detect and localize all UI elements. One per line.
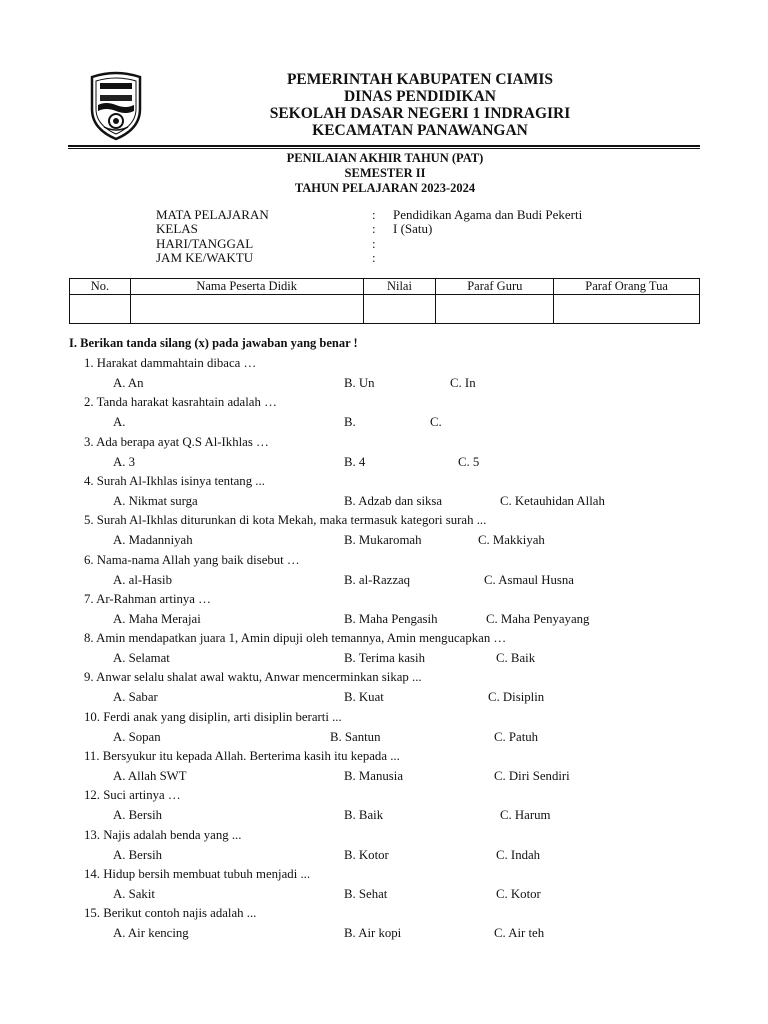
answer-option-a[interactable]: A. Maha Merajai xyxy=(113,611,201,626)
table-cell-teacher-sign[interactable] xyxy=(436,295,554,324)
answer-option-b[interactable]: B. Mukaromah xyxy=(344,533,422,548)
header-department: DINAS PENDIDIKAN xyxy=(343,88,496,105)
answer-option-a[interactable]: A. Nikmat surga xyxy=(113,493,198,508)
exam-year: TAHUN PELAJARAN 2023-2024 xyxy=(294,181,476,195)
question-text: 9. Anwar selalu shalat awal waktu, Anwar mencerminkan sikap ... xyxy=(84,670,422,685)
answer-option-c[interactable]: C. Maha Penyayang xyxy=(486,611,590,626)
exam-title: PENILAIAN AKHIR TAHUN (PAT) xyxy=(286,151,484,165)
header-divider-thin xyxy=(68,148,700,149)
header-government: PEMERINTAH KABUPATEN CIAMIS xyxy=(286,71,554,88)
question-text: 1. Harakat dammahtain dibaca … xyxy=(84,356,257,370)
header-district: KECAMATAN PANAWANGAN xyxy=(312,122,528,139)
answer-option-b[interactable]: B. Terima kasih xyxy=(344,651,425,666)
question-text: 12. Suci artinya … xyxy=(84,788,181,803)
answer-option-c[interactable]: C. Diri Sendiri xyxy=(494,769,570,783)
question-text: 10. Ferdi anak yang disiplin, arti disiplin berarti ... xyxy=(84,709,342,724)
answer-option-a[interactable]: A. Allah SWT xyxy=(113,769,187,783)
answer-option-a[interactable]: A. Sabar xyxy=(113,690,158,705)
answer-option-b[interactable]: B. Un xyxy=(344,376,375,390)
question-text: 7. Ar-Rahman artinya … xyxy=(84,591,211,606)
info-colon: : xyxy=(372,236,376,251)
question-text: 11. Bersyukur itu kepada Allah. Berterima kasih itu kepada ... xyxy=(84,749,400,763)
info-colon: : xyxy=(372,207,376,222)
answer-option-a[interactable]: A. al-Hasib xyxy=(113,572,172,587)
answer-option-c[interactable]: C. Ketauhidan Allah xyxy=(500,493,605,508)
answer-option-c[interactable]: C. Air teh xyxy=(494,926,545,941)
question-text: 4. Surah Al-Ikhlas isinya tentang ... xyxy=(84,473,265,488)
regency-emblem-logo xyxy=(86,71,146,141)
section-heading: I. Berikan tanda silang (x) pada jawaban yang benar ! xyxy=(69,336,358,350)
answer-option-a[interactable]: A. Sakit xyxy=(113,886,155,901)
answer-option-a[interactable]: A. Madanniyah xyxy=(113,533,193,548)
answer-option-b[interactable]: B. al-Razzaq xyxy=(344,572,411,587)
answer-option-b[interactable]: B. Adzab dan siksa xyxy=(344,493,443,508)
question-text: 13. Najis adalah benda yang ... xyxy=(84,827,242,842)
table-cell-parent-sign[interactable] xyxy=(554,295,700,324)
question-text: 6. Nama-nama Allah yang baik disebut … xyxy=(84,552,300,567)
answer-option-c[interactable]: C. 5 xyxy=(458,454,480,469)
answer-option-b[interactable]: B. Santun xyxy=(330,729,381,744)
answer-option-b[interactable]: B. Maha Pengasih xyxy=(344,611,438,626)
info-label-date: HARI/TANGGAL xyxy=(156,236,254,251)
answer-option-a[interactable]: A. An xyxy=(113,376,144,390)
question-text: 3. Ada berapa ayat Q.S Al-Ikhlas … xyxy=(84,434,269,449)
answer-option-b[interactable]: B. xyxy=(344,415,356,430)
answer-option-c[interactable]: C. xyxy=(430,415,442,430)
answer-option-b[interactable]: B. Sehat xyxy=(344,886,388,901)
table-cell-no[interactable] xyxy=(70,295,131,324)
answer-option-b[interactable]: B. 4 xyxy=(344,454,366,469)
answer-option-a[interactable]: A. Air kencing xyxy=(113,926,189,941)
info-value-subject: Pendidikan Agama dan Budi Pekerti xyxy=(393,207,583,222)
answer-option-c[interactable]: C. In xyxy=(450,376,476,390)
answer-option-b[interactable]: B. Kotor xyxy=(344,847,389,862)
question-text: 2. Tanda harakat kasrahtain adalah … xyxy=(84,395,277,410)
question-text: 5. Surah Al-Ikhlas diturunkan di kota Mekah, maka termasuk kategori surah ... xyxy=(84,513,487,528)
answer-option-b[interactable]: B. Kuat xyxy=(344,690,384,705)
answer-option-a[interactable]: A. Bersih xyxy=(113,847,163,862)
question-text: 8. Amin mendapatkan juara 1, Amin dipuji oleh temannya, Amin mengucapkan … xyxy=(84,631,507,646)
info-label-class: KELAS xyxy=(156,221,198,236)
info-colon: : xyxy=(372,221,376,236)
answer-option-b[interactable]: B. Manusia xyxy=(344,769,404,783)
answer-option-a[interactable]: A. 3 xyxy=(113,454,136,469)
answer-option-c[interactable]: C. Baik xyxy=(496,651,536,666)
table-cell-name[interactable] xyxy=(130,295,363,324)
table-header-teacher-sign: Paraf Guru xyxy=(436,279,554,295)
info-value-class: I (Satu) xyxy=(393,221,433,236)
answer-option-a[interactable]: A. Sopan xyxy=(113,729,161,744)
answer-option-c[interactable]: C. Makkiyah xyxy=(478,533,545,548)
answer-option-c[interactable]: C. Harum xyxy=(500,808,551,823)
question-text: 14. Hidup bersih membuat tubuh menjadi ... xyxy=(84,866,311,881)
answer-option-c[interactable]: C. Kotor xyxy=(496,886,541,901)
info-colon: : xyxy=(372,250,376,265)
exam-semester: SEMESTER II xyxy=(344,166,426,180)
student-identity-table xyxy=(69,278,700,324)
answer-option-c[interactable]: C. Asmaul Husna xyxy=(484,572,574,587)
answer-option-a[interactable]: A. Selamat xyxy=(113,651,170,666)
answer-option-a[interactable]: A. xyxy=(113,415,126,430)
table-header-no: No. xyxy=(70,279,131,295)
answer-option-b[interactable]: B. Air kopi xyxy=(344,926,402,941)
answer-option-c[interactable]: C. Disiplin xyxy=(488,690,545,705)
table-header-row xyxy=(70,279,700,295)
answer-option-c[interactable]: C. Indah xyxy=(496,847,541,862)
table-cell-score[interactable] xyxy=(363,295,436,324)
answer-option-b[interactable]: B. Baik xyxy=(344,808,384,823)
header-divider-thick xyxy=(68,145,700,147)
table-row xyxy=(70,295,700,324)
info-label-subject: MATA PELAJARAN xyxy=(156,207,269,222)
table-header-score: Nilai xyxy=(363,279,436,295)
info-label-time: JAM KE/WAKTU xyxy=(156,250,254,265)
table-header-name: Nama Peserta Didik xyxy=(130,279,363,295)
table-header-parent-sign: Paraf Orang Tua xyxy=(554,279,700,295)
header-school: SEKOLAH DASAR NEGERI 1 INDRAGIRI xyxy=(269,105,571,122)
answer-option-c[interactable]: C. Patuh xyxy=(494,729,539,744)
answer-option-a[interactable]: A. Bersih xyxy=(113,808,163,823)
question-text: 15. Berikut contoh najis adalah ... xyxy=(84,906,257,921)
